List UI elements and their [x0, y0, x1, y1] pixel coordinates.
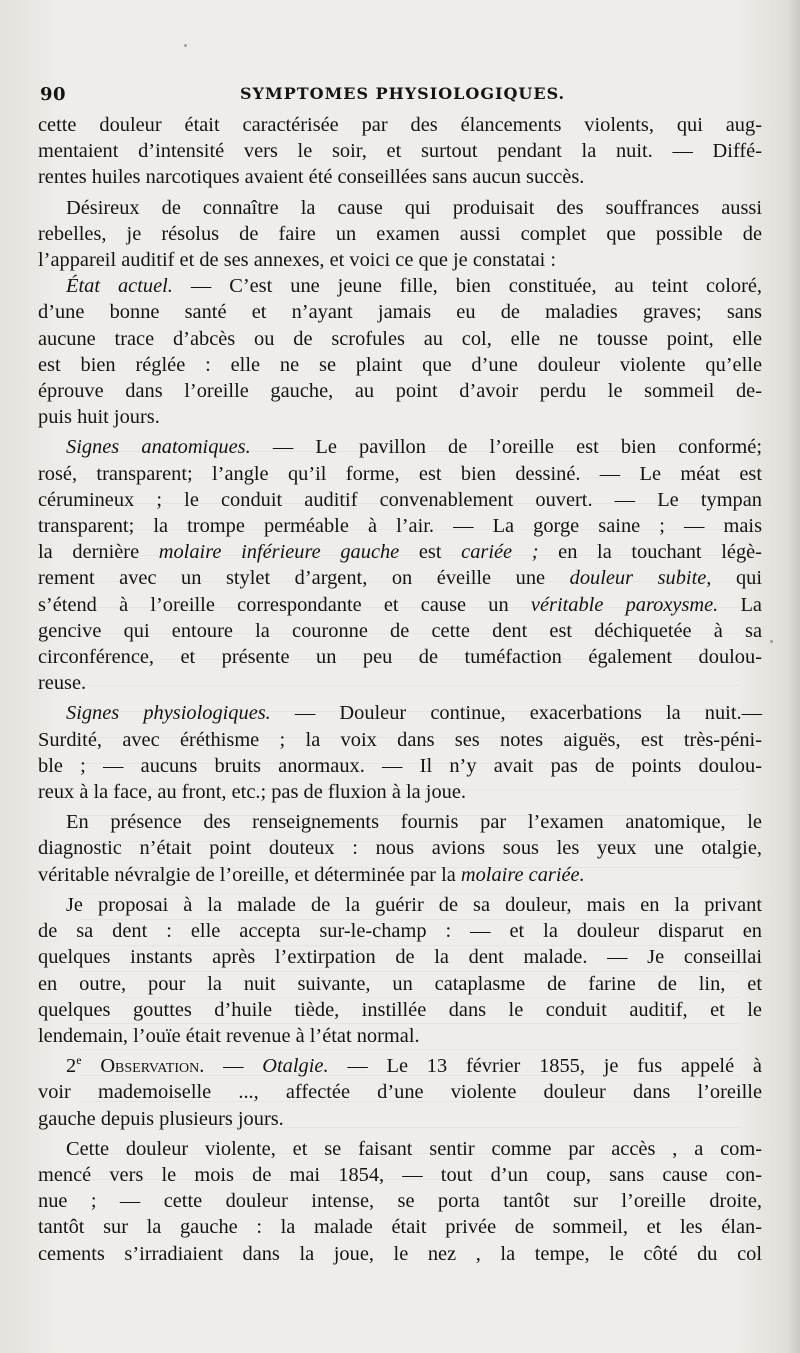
text-line: gauche depuis plusieurs jours. — [38, 1107, 284, 1130]
text-line — [38, 862, 762, 888]
observation-title: Otalgie. — [262, 1055, 329, 1078]
text-line: nue ; — cette douleur intense, se porta tantôt sur l’oreille droite, — [38, 1190, 762, 1213]
text-line: de sa dent : elle accepta sur-le-champ : — et la douleur disparut en — [38, 920, 762, 943]
text-line: cérumineux ; le conduit auditif convenablement ouvert. — Le tympan — [38, 488, 762, 511]
text-line: éprouve dans l’oreille gauche, au point d’avoir perdu le sommeil de- — [38, 380, 762, 403]
text-span: — Douleur continue, exacerbations la nuit.— — [270, 702, 762, 725]
text-line: transparent; la trompe perméable à l’air. — La gorge saine ; — mais — [38, 515, 762, 538]
italic-span: douleur subite, — [569, 567, 712, 590]
text-line: ble ; — aucuns bruits anormaux. — Il n’y avait pas de points doulou- — [38, 754, 762, 777]
body-text — [38, 112, 762, 1267]
observation-number: 2 — [66, 1055, 77, 1078]
text-line: diagnostic n’était point douteux : nous avions sous les yeux une otalgie, — [38, 837, 762, 860]
text-line: puis huit jours. — [38, 406, 160, 429]
text-line: quelques instants après l’extirpation de la dent malade. — Je conseillai — [38, 946, 762, 969]
text-span: — — [204, 1055, 263, 1078]
text-span: la dernière — [38, 541, 159, 564]
text-line: cette douleur était caractérisée par des élancements violents, qui aug- — [38, 114, 762, 136]
text-span: est — [399, 541, 462, 564]
text-line: quelques gouttes d’huile tiède, instillée dans le conduit auditif, et le — [38, 998, 762, 1021]
text-line — [38, 273, 762, 299]
italic-span: véritable paroxysme. — [530, 593, 719, 616]
text-line: rentes huiles narcotiques avaient été conseillées sans aucun succès. — [38, 166, 585, 189]
text-line: gencive qui entoure la couronne de cette dent est déchiquetée à sa — [38, 619, 762, 642]
text-line: tantôt sur la gauche : la malade était privée de sommeil, et les élan- — [38, 1216, 762, 1239]
text-line: Surdité, avec éréthisme ; la voix dans ses notes aiguës, est très-péni- — [38, 728, 762, 751]
text-line: l’appareil auditif et de ses annexes, et voici ce que je constatai : — [38, 249, 557, 272]
text-line: d’une bonne santé et n’ayant jamais eu de maladies graves; sans — [38, 301, 762, 324]
text-span: qui — [711, 567, 762, 590]
text-line: En présence des renseignements fournis par l’examen anatomique, le — [66, 811, 762, 834]
text-line — [38, 592, 762, 618]
text-line: en outre, pour la nuit suivante, un cataplasme de farine de lin, et — [38, 972, 762, 995]
text-line — [38, 434, 762, 460]
text-line: Je proposai à la malade de la guérir de sa douleur, mais en la privant — [66, 893, 762, 916]
page-header — [40, 84, 760, 106]
text-line — [38, 539, 762, 565]
section-lead-etat-actuel: État actuel. — [66, 275, 173, 298]
text-line: reuse. — [38, 672, 87, 695]
section-lead-signes-anatomiques: Signes anatomiques. — [66, 436, 251, 459]
text-line: voir mademoiselle ..., affectée d’une violente douleur dans l’oreille — [38, 1081, 762, 1104]
text-span: en la touchant légè- — [538, 541, 762, 564]
paper-speck — [770, 640, 773, 643]
ordinal-superscript: e — [76, 1053, 82, 1068]
paper-speck — [184, 44, 187, 47]
text-line: Cette douleur violente, et se faisant sentir comme par accès , a com- — [66, 1137, 762, 1160]
text-line: rebelles, je résolus de faire un examen aussi complet que possible de — [38, 222, 762, 245]
italic-span: molaire inférieure gauche — [158, 541, 400, 564]
text-line: circonférence, et présente un peu de tuméfaction également doulou- — [38, 646, 762, 669]
text-span: rement avec un stylet d’argent, on éveille une — [38, 567, 570, 590]
page-number: 90 — [40, 84, 67, 105]
text-span: La — [718, 593, 762, 616]
text-line — [38, 700, 762, 726]
text-span: — Le 13 février 1855, je fus appelé à — [328, 1055, 762, 1078]
page-edge-shadow — [786, 0, 800, 1353]
text-span: — C’est une jeune fille, bien constituée, au teint coloré, — [172, 275, 763, 298]
text-line: est bien réglée : elle ne se plaint que d’une douleur violente qu’elle — [38, 353, 762, 376]
section-lead-signes-physiologiques: Signes physiologiques. — [66, 702, 271, 725]
text-line: mentaient d’intensité vers le soir, et surtout pendant la nuit. — Diffé- — [38, 140, 762, 163]
text-line: Désireux de connaître la cause qui produisait des souffrances aussi — [66, 196, 762, 219]
italic-span: cariée ; — [461, 541, 539, 564]
text-span: — Le pavillon de l’oreille est bien conformé; — [250, 436, 762, 459]
italic-span: molaire cariée. — [460, 863, 585, 886]
text-line: cements s’irradiaient dans la joue, le nez , la tempe, le côté du col — [38, 1242, 762, 1265]
text-line — [38, 565, 762, 591]
text-line: lendemain, l’ouïe était revenue à l’état normal. — [38, 1024, 420, 1047]
text-line — [38, 1053, 762, 1079]
observation-label: Observation. — [100, 1055, 205, 1078]
text-span: s’étend à l’oreille correspondante et cause un — [38, 593, 531, 616]
text-line: mencé vers le mois de mai 1854, — tout d’un coup, sans cause con- — [38, 1163, 762, 1186]
running-title: SYMPTOMES PHYSIOLOGIQUES. — [240, 84, 566, 103]
text-span: véritable névralgie de l’oreille, et déterminée par la — [38, 863, 461, 886]
text-line: aucune trace d’abcès ou de scrofules au col, elle ne tousse point, elle — [38, 327, 762, 350]
text-line: rosé, transparent; l’angle qu’il forme, est bien dessiné. — Le méat est — [38, 462, 762, 485]
text-line: reux à la face, au front, etc.; pas de fluxion à la joue. — [38, 781, 467, 804]
